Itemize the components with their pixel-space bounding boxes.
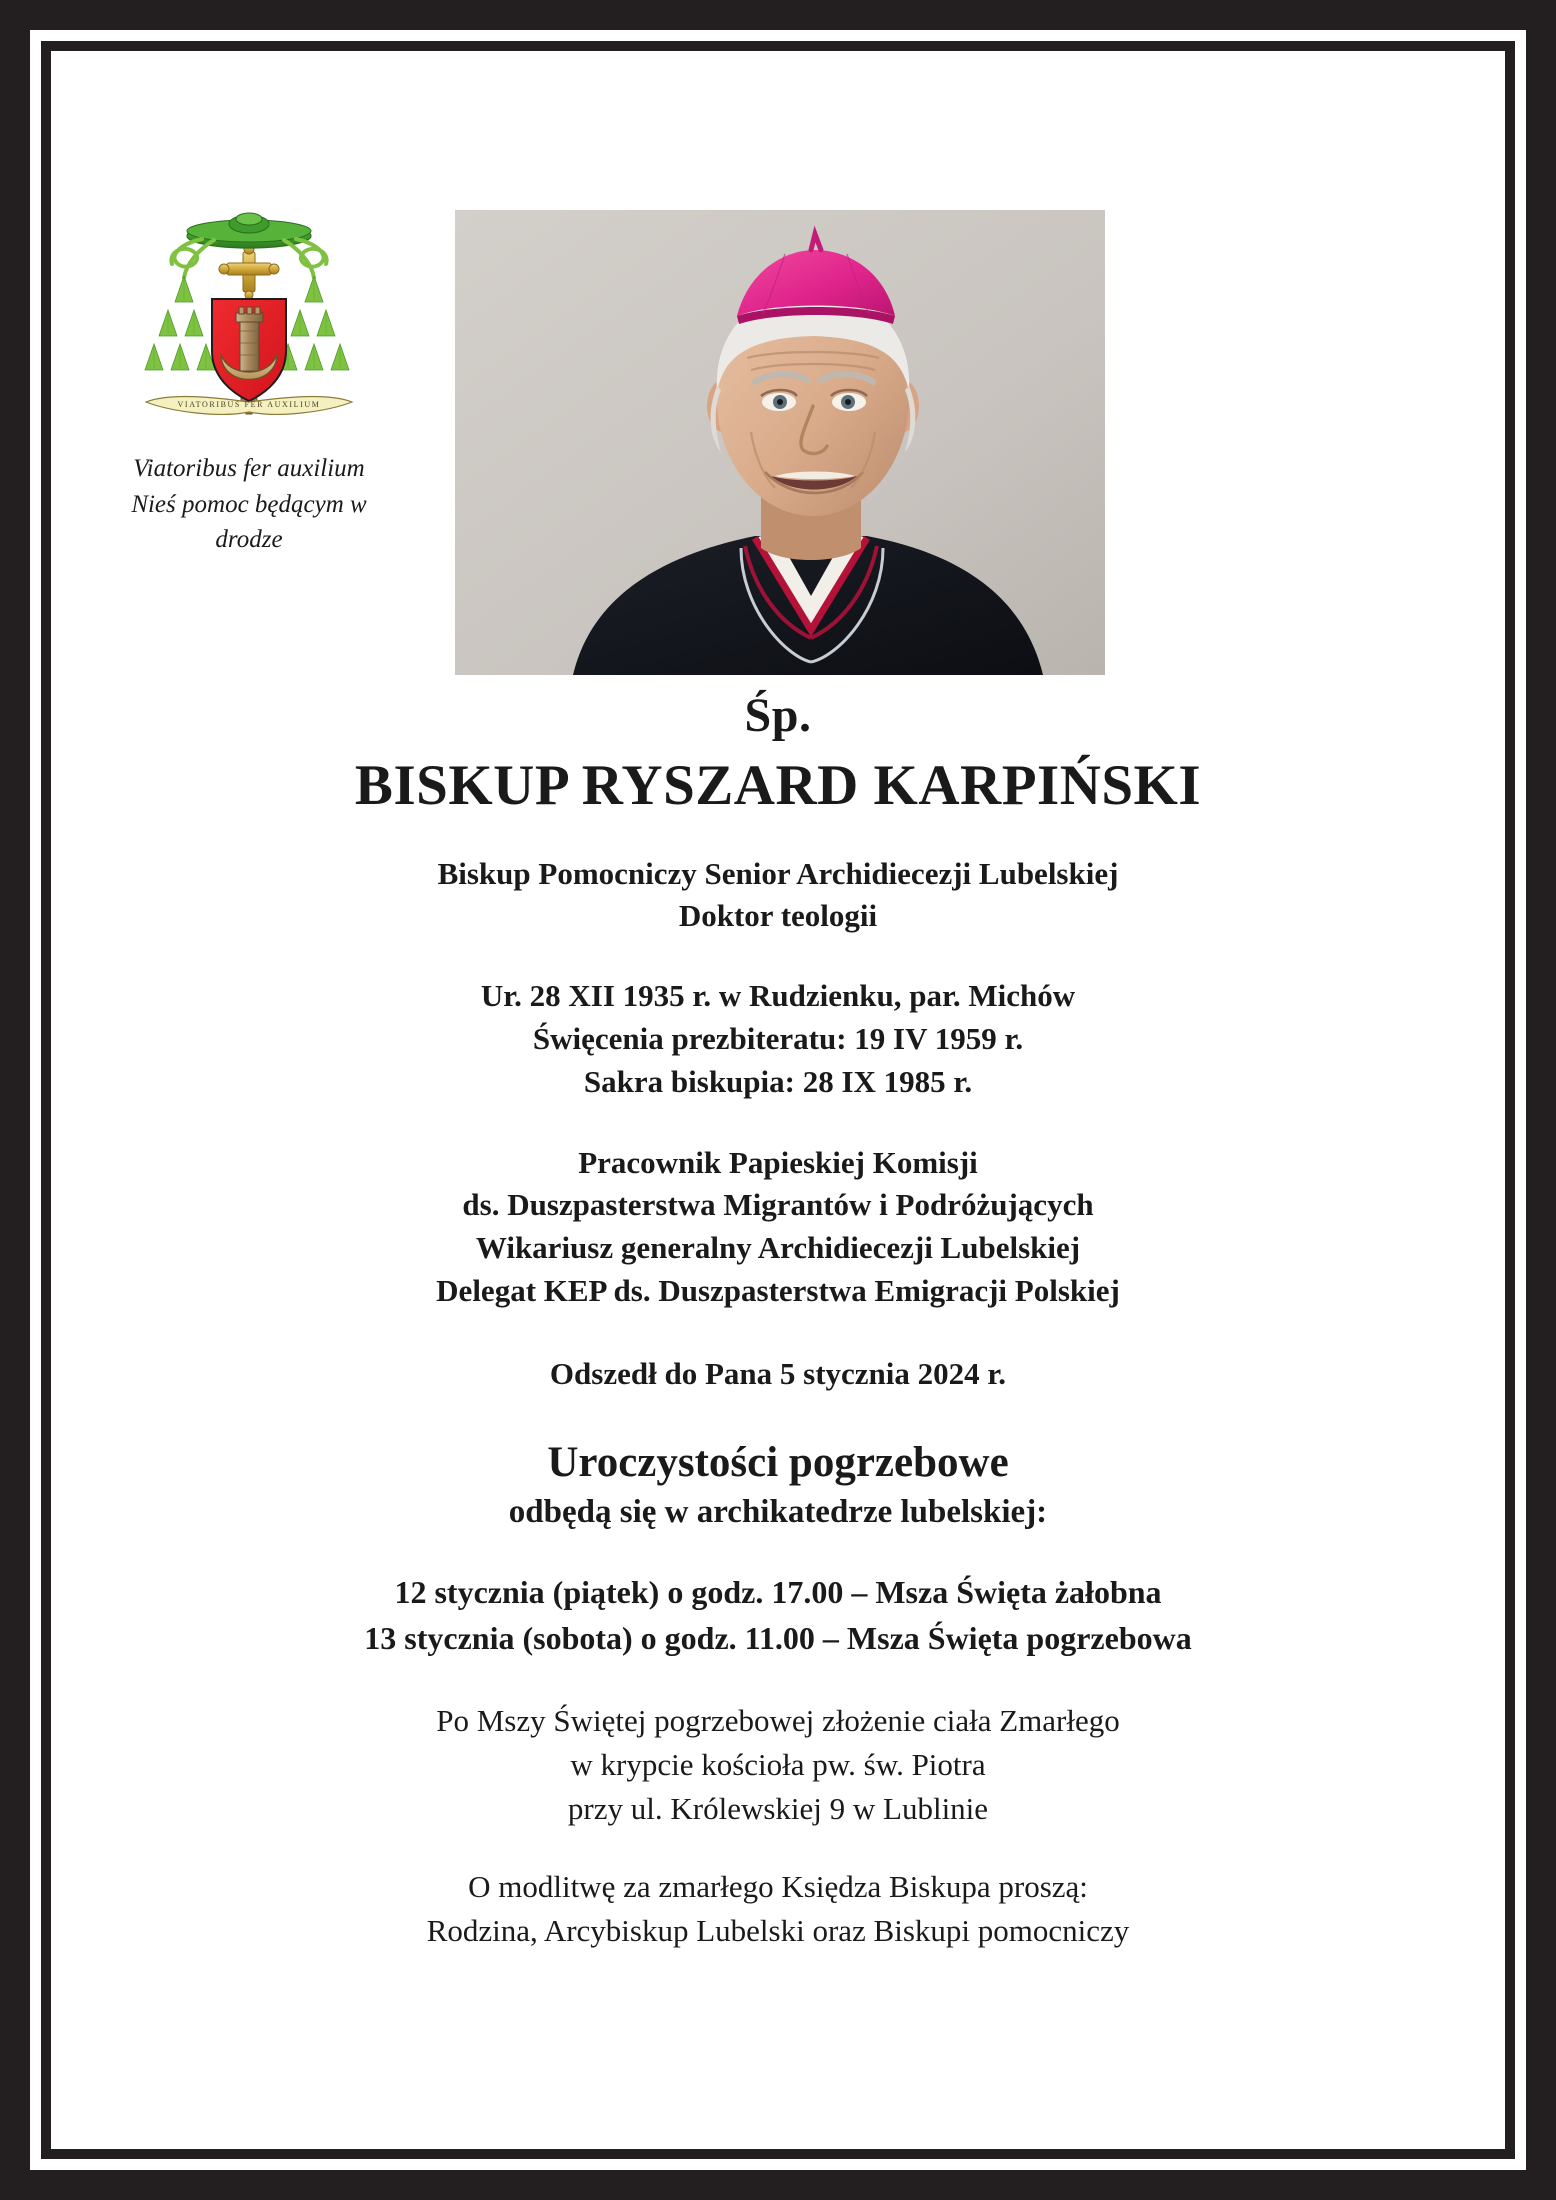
mass-schedule: [51, 1570, 1505, 1661]
role-line-2: Doktor teologii: [678, 898, 878, 934]
ordination-line: Święcenia prezbiteratu: 19 IV 1959 r.: [532, 1021, 1024, 1057]
burial-line-1: Po Mszy Świętej pogrzebowej złożenie ciała Zmarłego: [436, 1703, 1120, 1739]
office-line-4: Delegat KEP ds. Duszpasterstwa Emigracji Polskiej: [436, 1272, 1120, 1308]
office-line-2: ds. Duszpasterstwa Migrantów i Podróżujących: [462, 1187, 1094, 1223]
portrait-photo: [455, 210, 1105, 675]
request-line-2: Rodzina, Arcybiskup Lubelski oraz Biskupi pomocniczy: [426, 1913, 1130, 1949]
prayer-request-block: [51, 1865, 1505, 1953]
tassels-left: [145, 276, 215, 370]
coat-of-arms-block: [104, 206, 394, 558]
announcement-text: [51, 691, 1505, 1953]
birth-line: Ur. 28 XII 1935 r. w Rudzienku, par. Michów: [480, 978, 1076, 1014]
motto-polish: Nieś pomoc będącym w drodze: [131, 490, 367, 553]
role-block: [51, 853, 1505, 937]
deceased-name: BISKUP RYSZARD KARPIŃSKI: [354, 754, 1202, 818]
role-line-1: Biskup Pomocniczy Senior Archidiecezji Lubelskiej: [437, 855, 1119, 891]
ceremony-title: Uroczystości pogrzebowe: [547, 1439, 1009, 1487]
svg-text:VIATORIBUS FER AUXILIUM: VIATORIBUS FER AUXILIUM: [177, 400, 321, 409]
offices-block: [51, 1142, 1505, 1313]
office-line-3: Wikariusz generalny Archidiecezji Lubelskiej: [475, 1230, 1081, 1266]
office-line-1: Pracownik Papieskiej Komisji: [578, 1144, 978, 1180]
motto-block: [104, 451, 394, 558]
tassels-right: [279, 276, 349, 370]
episcopal-coat-of-arms-icon: [124, 206, 374, 441]
mass-item: 13 stycznia (sobota) o godz. 11.00 – Msza Święta pogrzebowa: [364, 1619, 1192, 1656]
motto-latin: Viatoribus fer auxilium: [133, 455, 365, 482]
dates-block: [51, 975, 1505, 1103]
ceremony-subtitle: odbędą się w archikatedrze lubelskiej:: [508, 1493, 1048, 1530]
burial-line-3: przy ul. Królewskiej 9 w Lublinie: [567, 1791, 989, 1827]
portrait-illustration: [455, 210, 1105, 675]
motto-scroll: [146, 397, 352, 415]
passing-line: Odszedł do Pana 5 stycznia 2024 r.: [549, 1355, 1007, 1391]
consecration-line: Sakra biskupia: 28 IX 1985 r.: [583, 1063, 973, 1099]
honorific: Śp.: [744, 689, 812, 742]
burial-block: [51, 1699, 1505, 1831]
page-surface: [51, 51, 1505, 2149]
burial-line-2: w krypcie kościoła pw. św. Piotra: [570, 1747, 986, 1783]
mass-item: 12 stycznia (piątek) o godz. 17.00 – Msza Święta żałobna: [394, 1574, 1162, 1611]
request-line-1: O modlitwę za zmarłego Księdza Biskupa proszą:: [468, 1869, 1088, 1905]
